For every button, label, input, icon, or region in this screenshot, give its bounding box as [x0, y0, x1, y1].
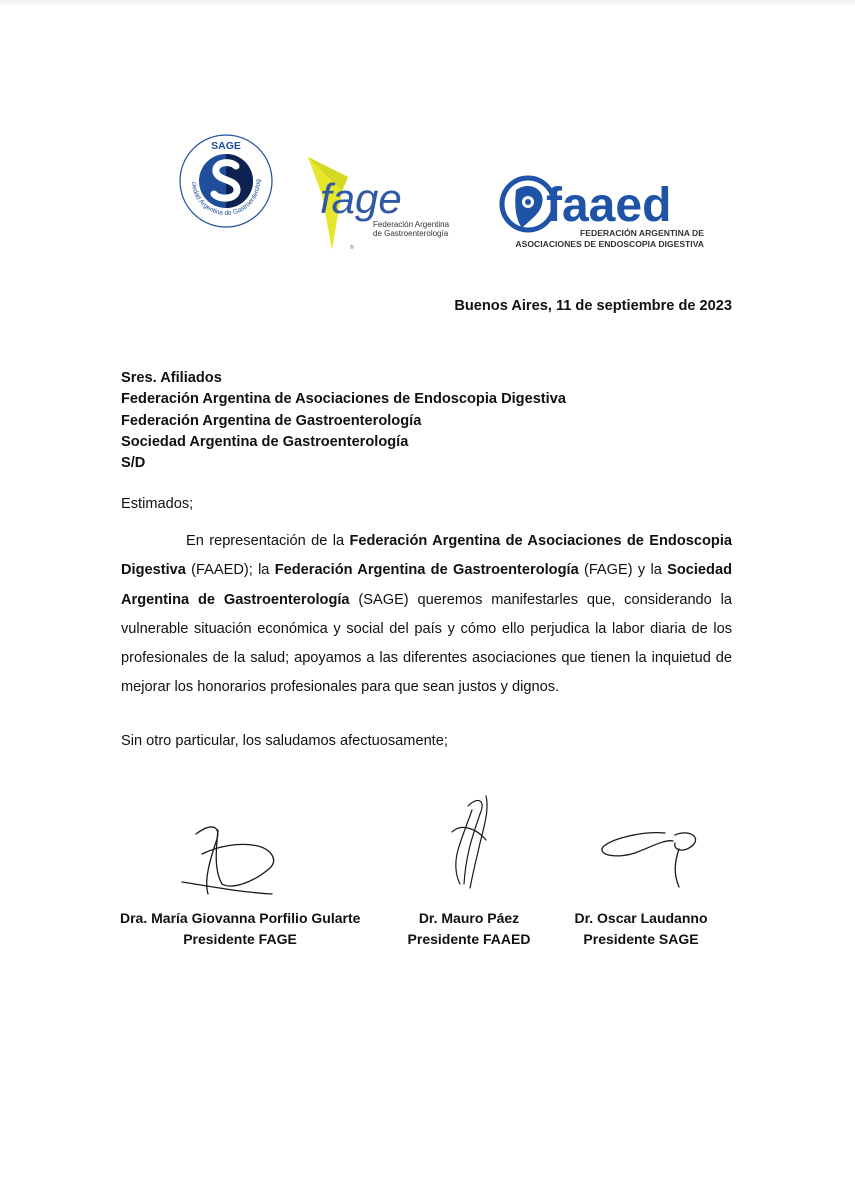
- faaed-logo-line1: FEDERACIÓN ARGENTINA DE: [580, 228, 704, 238]
- signature-fage-president: [178, 820, 278, 905]
- body-org-fage: Federación Argentina de Gastroenterología: [274, 562, 579, 579]
- addressee-line: Federación Argentina de Asociaciones de Endoscopia Digestiva: [121, 391, 566, 408]
- body-text-segment: (FAGE) y la: [578, 562, 668, 579]
- addressee-line: Federación Argentina de Gastroenterología: [121, 412, 422, 429]
- letter-closing: Sin otro particular, los saludamos afectuosamente;: [121, 733, 448, 749]
- addressee-block: [121, 368, 566, 474]
- signer-block: [400, 908, 538, 949]
- body-org-faaed: Federación Argentina de Asociaciones de Endoscopia Digestiva: [121, 533, 732, 579]
- signer-block: [568, 908, 714, 949]
- svg-text:®: ®: [350, 245, 354, 251]
- addressee-line: S/D: [121, 455, 146, 472]
- letter-greeting: Estimados;: [121, 496, 194, 512]
- signer-role: Presidente FAGE: [183, 930, 297, 947]
- signer-block: [120, 908, 360, 949]
- addressee-line: Sres. Afiliados: [121, 370, 222, 386]
- body-org-sage: Sociedad Argentina de Gastroenterología: [121, 562, 732, 608]
- fage-logo: [306, 155, 466, 255]
- sage-logo-name: SAGE: [211, 140, 241, 152]
- signer-name: Dra. María Giovanna Porfilio Gularte: [120, 910, 361, 926]
- body-text-segment: (FAAED); la: [185, 562, 275, 579]
- signer-role: Presidente FAAED: [407, 930, 531, 947]
- sage-logo: [175, 128, 274, 229]
- letter-date: Buenos Aires, 11 de septiembre de 2023: [454, 298, 732, 314]
- letter-body: [121, 527, 732, 703]
- fage-logo-name: fage: [320, 175, 402, 222]
- fage-logo-line1: Federación Argentina: [373, 220, 450, 229]
- fage-logo-line2: de Gastroenterología: [373, 229, 449, 238]
- page-top-edge: [0, 0, 855, 6]
- addressee-line: Sociedad Argentina de Gastroenterología: [121, 433, 409, 450]
- signer-name: Dr. Oscar Laudanno: [574, 910, 708, 926]
- faaed-logo: [496, 176, 711, 256]
- body-text-segment: En representación de la: [186, 533, 350, 549]
- sage-logo-ring-text: Sociedad Argentina de Gastroenterología: [175, 128, 263, 218]
- signature-sage-president: [595, 823, 705, 898]
- body-text-segment: (SAGE) queremos manifestarles que, considerando la vulnerable situación económica y social del país y cómo ello perjudica la labor diaria de los profesionales de la salud; apoyamos a las diferentes asociaciones que tienen la inquietud de mejorar los honorarios profesionales para que sean justos y dignos.: [121, 591, 732, 696]
- signer-name: Dr. Mauro Páez: [418, 910, 520, 926]
- faaed-logo-line2: ASOCIACIONES DE ENDOSCOPIA DIGESTIVA: [515, 239, 704, 249]
- signature-faaed-president: [442, 792, 502, 897]
- faaed-logo-name: faaed: [546, 179, 672, 232]
- signer-role: Presidente SAGE: [583, 930, 699, 947]
